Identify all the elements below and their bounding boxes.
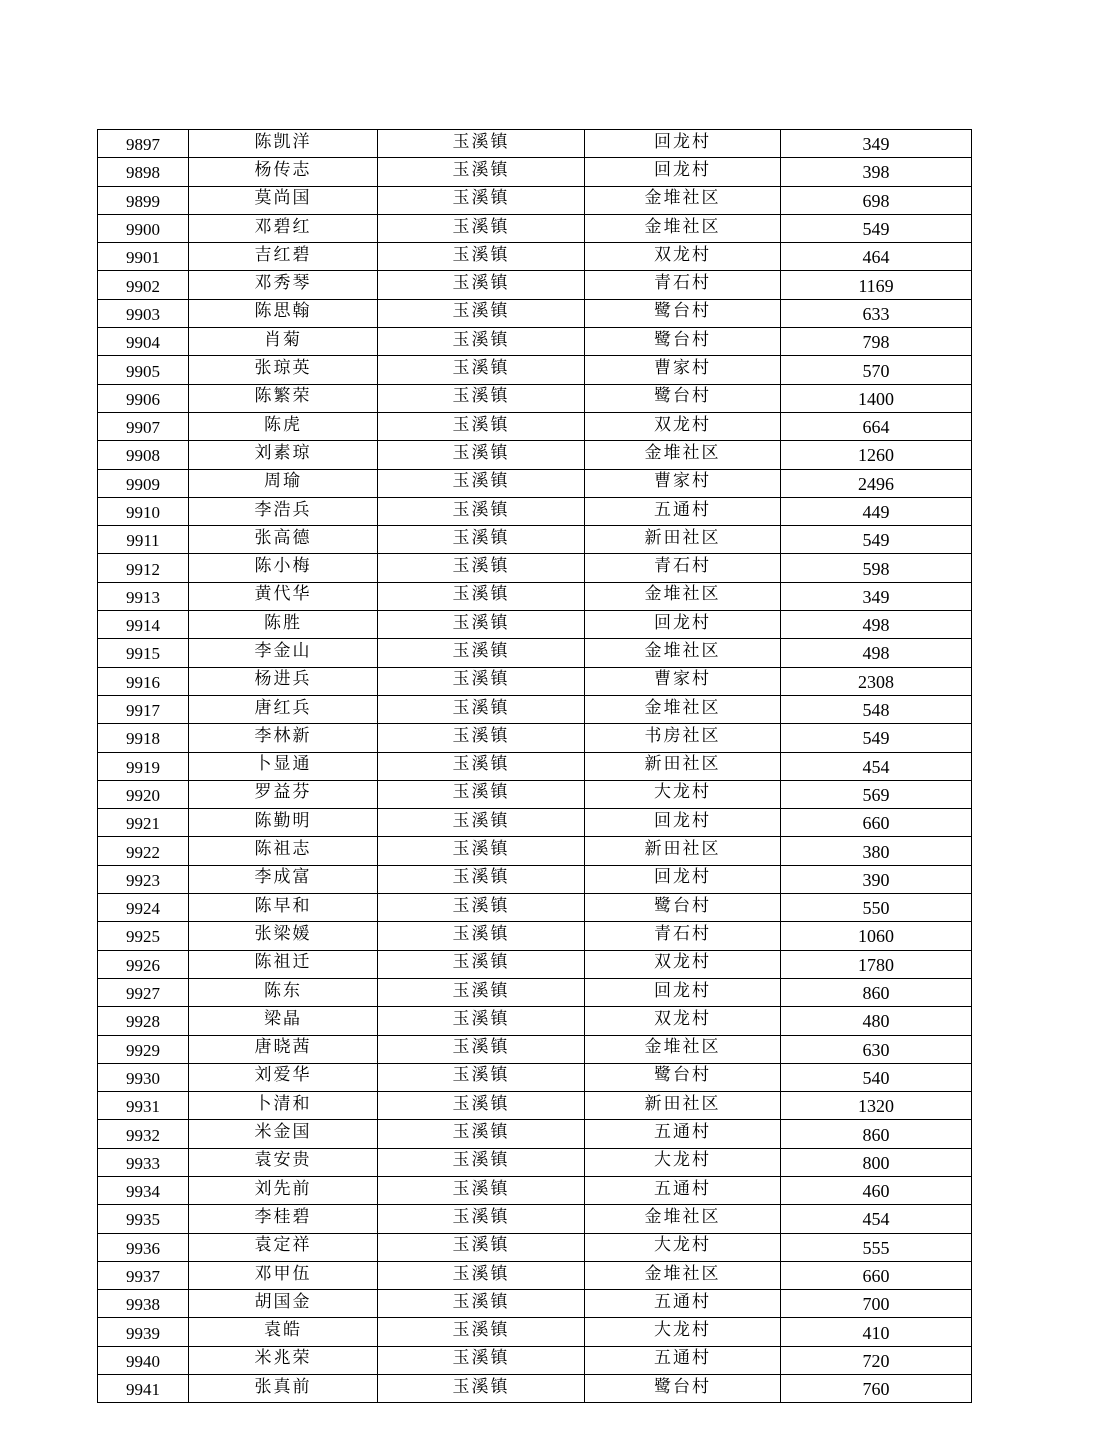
name-cell: 罗益芬 bbox=[189, 780, 378, 808]
village-cell: 金堆社区 bbox=[585, 1261, 781, 1289]
table-row bbox=[98, 356, 972, 384]
town-cell: 玉溪镇 bbox=[378, 950, 585, 978]
table-row bbox=[98, 611, 972, 639]
town-cell: 玉溪镇 bbox=[378, 1233, 585, 1261]
table-row bbox=[98, 1261, 972, 1289]
name-cell: 邓碧红 bbox=[189, 214, 378, 242]
village-cell: 双龙村 bbox=[585, 1007, 781, 1035]
village-cell: 鹭台村 bbox=[585, 328, 781, 356]
table-row bbox=[98, 1007, 972, 1035]
index-cell: 9914 bbox=[98, 611, 189, 639]
village-cell: 青石村 bbox=[585, 922, 781, 950]
table-row bbox=[98, 130, 972, 158]
village-cell: 金堆社区 bbox=[585, 441, 781, 469]
town-cell: 玉溪镇 bbox=[378, 271, 585, 299]
index-cell: 9939 bbox=[98, 1318, 189, 1346]
table-row bbox=[98, 214, 972, 242]
table-row bbox=[98, 1318, 972, 1346]
name-cell: 陈祖志 bbox=[189, 837, 378, 865]
name-cell: 张真前 bbox=[189, 1375, 378, 1403]
town-cell: 玉溪镇 bbox=[378, 412, 585, 440]
town-cell: 玉溪镇 bbox=[378, 526, 585, 554]
index-cell: 9909 bbox=[98, 469, 189, 497]
village-cell: 大龙村 bbox=[585, 1318, 781, 1346]
name-cell: 袁安贵 bbox=[189, 1148, 378, 1176]
village-cell: 鹭台村 bbox=[585, 894, 781, 922]
amount-cell: 1260 bbox=[781, 441, 972, 469]
table-row bbox=[98, 1148, 972, 1176]
town-cell: 玉溪镇 bbox=[378, 1261, 585, 1289]
index-cell: 9903 bbox=[98, 299, 189, 327]
town-cell: 玉溪镇 bbox=[378, 1063, 585, 1091]
table-row bbox=[98, 384, 972, 412]
index-cell: 9910 bbox=[98, 497, 189, 525]
table-row bbox=[98, 412, 972, 440]
name-cell: 陈早和 bbox=[189, 894, 378, 922]
village-cell: 五通村 bbox=[585, 1176, 781, 1204]
name-cell: 米兆荣 bbox=[189, 1346, 378, 1374]
table-row bbox=[98, 582, 972, 610]
town-cell: 玉溪镇 bbox=[378, 1092, 585, 1120]
amount-cell: 700 bbox=[781, 1290, 972, 1318]
table-row bbox=[98, 752, 972, 780]
village-cell: 回龙村 bbox=[585, 978, 781, 1006]
village-cell: 鹭台村 bbox=[585, 384, 781, 412]
town-cell: 玉溪镇 bbox=[378, 695, 585, 723]
index-cell: 9931 bbox=[98, 1092, 189, 1120]
table-row bbox=[98, 695, 972, 723]
name-cell: 李金山 bbox=[189, 639, 378, 667]
name-cell: 李成富 bbox=[189, 865, 378, 893]
table-row bbox=[98, 497, 972, 525]
index-cell: 9911 bbox=[98, 526, 189, 554]
amount-cell: 549 bbox=[781, 526, 972, 554]
town-cell: 玉溪镇 bbox=[378, 130, 585, 158]
town-cell: 玉溪镇 bbox=[378, 1346, 585, 1374]
index-cell: 9897 bbox=[98, 130, 189, 158]
amount-cell: 660 bbox=[781, 1261, 972, 1289]
name-cell: 陈小梅 bbox=[189, 554, 378, 582]
village-cell: 大龙村 bbox=[585, 1233, 781, 1261]
table-row bbox=[98, 978, 972, 1006]
data-table bbox=[97, 129, 972, 1403]
amount-cell: 549 bbox=[781, 724, 972, 752]
village-cell: 回龙村 bbox=[585, 865, 781, 893]
amount-cell: 480 bbox=[781, 1007, 972, 1035]
index-cell: 9933 bbox=[98, 1148, 189, 1176]
village-cell: 鹭台村 bbox=[585, 1063, 781, 1091]
amount-cell: 349 bbox=[781, 582, 972, 610]
table-row bbox=[98, 186, 972, 214]
amount-cell: 349 bbox=[781, 130, 972, 158]
name-cell: 米金国 bbox=[189, 1120, 378, 1148]
town-cell: 玉溪镇 bbox=[378, 1176, 585, 1204]
name-cell: 张琼英 bbox=[189, 356, 378, 384]
name-cell: 刘素琼 bbox=[189, 441, 378, 469]
amount-cell: 1060 bbox=[781, 922, 972, 950]
amount-cell: 380 bbox=[781, 837, 972, 865]
index-cell: 9940 bbox=[98, 1346, 189, 1374]
name-cell: 梁晶 bbox=[189, 1007, 378, 1035]
index-cell: 9916 bbox=[98, 667, 189, 695]
index-cell: 9923 bbox=[98, 865, 189, 893]
table-row bbox=[98, 1035, 972, 1063]
table-body bbox=[98, 130, 972, 1403]
town-cell: 玉溪镇 bbox=[378, 922, 585, 950]
name-cell: 李桂碧 bbox=[189, 1205, 378, 1233]
index-cell: 9915 bbox=[98, 639, 189, 667]
town-cell: 玉溪镇 bbox=[378, 1318, 585, 1346]
table-row bbox=[98, 469, 972, 497]
amount-cell: 633 bbox=[781, 299, 972, 327]
name-cell: 刘爱华 bbox=[189, 1063, 378, 1091]
amount-cell: 454 bbox=[781, 1205, 972, 1233]
name-cell: 李林新 bbox=[189, 724, 378, 752]
amount-cell: 449 bbox=[781, 497, 972, 525]
town-cell: 玉溪镇 bbox=[378, 809, 585, 837]
name-cell: 肖菊 bbox=[189, 328, 378, 356]
name-cell: 黄代华 bbox=[189, 582, 378, 610]
name-cell: 陈东 bbox=[189, 978, 378, 1006]
town-cell: 玉溪镇 bbox=[378, 1035, 585, 1063]
index-cell: 9938 bbox=[98, 1290, 189, 1318]
town-cell: 玉溪镇 bbox=[378, 978, 585, 1006]
village-cell: 鹭台村 bbox=[585, 299, 781, 327]
amount-cell: 1320 bbox=[781, 1092, 972, 1120]
table-row bbox=[98, 271, 972, 299]
table-row bbox=[98, 158, 972, 186]
amount-cell: 410 bbox=[781, 1318, 972, 1346]
name-cell: 袁皓 bbox=[189, 1318, 378, 1346]
town-cell: 玉溪镇 bbox=[378, 554, 585, 582]
amount-cell: 390 bbox=[781, 865, 972, 893]
village-cell: 青石村 bbox=[585, 271, 781, 299]
village-cell: 金堆社区 bbox=[585, 1035, 781, 1063]
town-cell: 玉溪镇 bbox=[378, 1120, 585, 1148]
town-cell: 玉溪镇 bbox=[378, 1290, 585, 1318]
table-row bbox=[98, 554, 972, 582]
table-row bbox=[98, 1176, 972, 1204]
index-cell: 9926 bbox=[98, 950, 189, 978]
village-cell: 五通村 bbox=[585, 1346, 781, 1374]
amount-cell: 860 bbox=[781, 1120, 972, 1148]
village-cell: 金堆社区 bbox=[585, 695, 781, 723]
village-cell: 金堆社区 bbox=[585, 1205, 781, 1233]
town-cell: 玉溪镇 bbox=[378, 1007, 585, 1035]
table-row bbox=[98, 328, 972, 356]
table-row bbox=[98, 667, 972, 695]
village-cell: 五通村 bbox=[585, 1120, 781, 1148]
amount-cell: 1780 bbox=[781, 950, 972, 978]
amount-cell: 549 bbox=[781, 214, 972, 242]
town-cell: 玉溪镇 bbox=[378, 441, 585, 469]
table-row bbox=[98, 1092, 972, 1120]
village-cell: 新田社区 bbox=[585, 837, 781, 865]
amount-cell: 1169 bbox=[781, 271, 972, 299]
amount-cell: 498 bbox=[781, 639, 972, 667]
index-cell: 9908 bbox=[98, 441, 189, 469]
village-cell: 回龙村 bbox=[585, 611, 781, 639]
town-cell: 玉溪镇 bbox=[378, 865, 585, 893]
amount-cell: 720 bbox=[781, 1346, 972, 1374]
index-cell: 9935 bbox=[98, 1205, 189, 1233]
amount-cell: 464 bbox=[781, 243, 972, 271]
table-row bbox=[98, 243, 972, 271]
name-cell: 周瑜 bbox=[189, 469, 378, 497]
name-cell: 陈勤明 bbox=[189, 809, 378, 837]
amount-cell: 798 bbox=[781, 328, 972, 356]
table-row bbox=[98, 1120, 972, 1148]
village-cell: 回龙村 bbox=[585, 158, 781, 186]
table-row bbox=[98, 837, 972, 865]
village-cell: 大龙村 bbox=[585, 1148, 781, 1176]
name-cell: 杨进兵 bbox=[189, 667, 378, 695]
village-cell: 金堆社区 bbox=[585, 186, 781, 214]
index-cell: 9899 bbox=[98, 186, 189, 214]
town-cell: 玉溪镇 bbox=[378, 299, 585, 327]
index-cell: 9937 bbox=[98, 1261, 189, 1289]
name-cell: 陈虎 bbox=[189, 412, 378, 440]
village-cell: 大龙村 bbox=[585, 780, 781, 808]
town-cell: 玉溪镇 bbox=[378, 158, 585, 186]
village-cell: 新田社区 bbox=[585, 526, 781, 554]
index-cell: 9932 bbox=[98, 1120, 189, 1148]
village-cell: 双龙村 bbox=[585, 243, 781, 271]
town-cell: 玉溪镇 bbox=[378, 1148, 585, 1176]
village-cell: 双龙村 bbox=[585, 950, 781, 978]
table-row bbox=[98, 441, 972, 469]
town-cell: 玉溪镇 bbox=[378, 1205, 585, 1233]
index-cell: 9907 bbox=[98, 412, 189, 440]
name-cell: 陈祖迁 bbox=[189, 950, 378, 978]
table-row bbox=[98, 865, 972, 893]
name-cell: 邓秀琴 bbox=[189, 271, 378, 299]
index-cell: 9925 bbox=[98, 922, 189, 950]
village-cell: 回龙村 bbox=[585, 809, 781, 837]
name-cell: 邓甲伍 bbox=[189, 1261, 378, 1289]
name-cell: 陈胜 bbox=[189, 611, 378, 639]
index-cell: 9918 bbox=[98, 724, 189, 752]
amount-cell: 540 bbox=[781, 1063, 972, 1091]
amount-cell: 698 bbox=[781, 186, 972, 214]
amount-cell: 570 bbox=[781, 356, 972, 384]
village-cell: 书房社区 bbox=[585, 724, 781, 752]
town-cell: 玉溪镇 bbox=[378, 724, 585, 752]
index-cell: 9912 bbox=[98, 554, 189, 582]
amount-cell: 664 bbox=[781, 412, 972, 440]
name-cell: 陈凯洋 bbox=[189, 130, 378, 158]
village-cell: 金堆社区 bbox=[585, 639, 781, 667]
name-cell: 唐晓茜 bbox=[189, 1035, 378, 1063]
town-cell: 玉溪镇 bbox=[378, 611, 585, 639]
index-cell: 9898 bbox=[98, 158, 189, 186]
index-cell: 9927 bbox=[98, 978, 189, 1006]
amount-cell: 555 bbox=[781, 1233, 972, 1261]
index-cell: 9905 bbox=[98, 356, 189, 384]
town-cell: 玉溪镇 bbox=[378, 214, 585, 242]
village-cell: 金堆社区 bbox=[585, 214, 781, 242]
amount-cell: 630 bbox=[781, 1035, 972, 1063]
name-cell: 袁定祥 bbox=[189, 1233, 378, 1261]
amount-cell: 569 bbox=[781, 780, 972, 808]
index-cell: 9906 bbox=[98, 384, 189, 412]
name-cell: 吉红碧 bbox=[189, 243, 378, 271]
table-row bbox=[98, 1205, 972, 1233]
table-row bbox=[98, 639, 972, 667]
town-cell: 玉溪镇 bbox=[378, 582, 585, 610]
index-cell: 9917 bbox=[98, 695, 189, 723]
name-cell: 陈繁荣 bbox=[189, 384, 378, 412]
village-cell: 曹家村 bbox=[585, 469, 781, 497]
village-cell: 新田社区 bbox=[585, 752, 781, 780]
amount-cell: 660 bbox=[781, 809, 972, 837]
table-row bbox=[98, 1375, 972, 1403]
index-cell: 9901 bbox=[98, 243, 189, 271]
amount-cell: 598 bbox=[781, 554, 972, 582]
village-cell: 曹家村 bbox=[585, 667, 781, 695]
amount-cell: 860 bbox=[781, 978, 972, 1006]
table-row bbox=[98, 1290, 972, 1318]
table-row bbox=[98, 809, 972, 837]
table-row bbox=[98, 780, 972, 808]
index-cell: 9913 bbox=[98, 582, 189, 610]
table-row bbox=[98, 1233, 972, 1261]
village-cell: 五通村 bbox=[585, 1290, 781, 1318]
village-cell: 五通村 bbox=[585, 497, 781, 525]
amount-cell: 398 bbox=[781, 158, 972, 186]
table-row bbox=[98, 950, 972, 978]
town-cell: 玉溪镇 bbox=[378, 667, 585, 695]
amount-cell: 498 bbox=[781, 611, 972, 639]
name-cell: 陈思翰 bbox=[189, 299, 378, 327]
index-cell: 9902 bbox=[98, 271, 189, 299]
village-cell: 新田社区 bbox=[585, 1092, 781, 1120]
index-cell: 9930 bbox=[98, 1063, 189, 1091]
amount-cell: 760 bbox=[781, 1375, 972, 1403]
town-cell: 玉溪镇 bbox=[378, 497, 585, 525]
amount-cell: 548 bbox=[781, 695, 972, 723]
table-row bbox=[98, 526, 972, 554]
village-cell: 曹家村 bbox=[585, 356, 781, 384]
table-row bbox=[98, 1346, 972, 1374]
index-cell: 9922 bbox=[98, 837, 189, 865]
name-cell: 胡国金 bbox=[189, 1290, 378, 1318]
town-cell: 玉溪镇 bbox=[378, 752, 585, 780]
town-cell: 玉溪镇 bbox=[378, 356, 585, 384]
name-cell: 卜清和 bbox=[189, 1092, 378, 1120]
name-cell: 刘先前 bbox=[189, 1176, 378, 1204]
table-row bbox=[98, 724, 972, 752]
village-cell: 金堆社区 bbox=[585, 582, 781, 610]
town-cell: 玉溪镇 bbox=[378, 639, 585, 667]
index-cell: 9920 bbox=[98, 780, 189, 808]
index-cell: 9929 bbox=[98, 1035, 189, 1063]
town-cell: 玉溪镇 bbox=[378, 384, 585, 412]
name-cell: 张梁媛 bbox=[189, 922, 378, 950]
index-cell: 9934 bbox=[98, 1176, 189, 1204]
name-cell: 张高德 bbox=[189, 526, 378, 554]
town-cell: 玉溪镇 bbox=[378, 837, 585, 865]
town-cell: 玉溪镇 bbox=[378, 780, 585, 808]
index-cell: 9941 bbox=[98, 1375, 189, 1403]
village-cell: 双龙村 bbox=[585, 412, 781, 440]
amount-cell: 1400 bbox=[781, 384, 972, 412]
table-row bbox=[98, 1063, 972, 1091]
amount-cell: 2496 bbox=[781, 469, 972, 497]
town-cell: 玉溪镇 bbox=[378, 243, 585, 271]
village-cell: 青石村 bbox=[585, 554, 781, 582]
index-cell: 9919 bbox=[98, 752, 189, 780]
table-row bbox=[98, 299, 972, 327]
name-cell: 卜显通 bbox=[189, 752, 378, 780]
village-cell: 鹭台村 bbox=[585, 1375, 781, 1403]
amount-cell: 800 bbox=[781, 1148, 972, 1176]
amount-cell: 460 bbox=[781, 1176, 972, 1204]
index-cell: 9904 bbox=[98, 328, 189, 356]
table-row bbox=[98, 922, 972, 950]
index-cell: 9924 bbox=[98, 894, 189, 922]
name-cell: 李浩兵 bbox=[189, 497, 378, 525]
town-cell: 玉溪镇 bbox=[378, 186, 585, 214]
name-cell: 唐红兵 bbox=[189, 695, 378, 723]
town-cell: 玉溪镇 bbox=[378, 894, 585, 922]
index-cell: 9928 bbox=[98, 1007, 189, 1035]
table-row bbox=[98, 894, 972, 922]
index-cell: 9900 bbox=[98, 214, 189, 242]
town-cell: 玉溪镇 bbox=[378, 328, 585, 356]
amount-cell: 550 bbox=[781, 894, 972, 922]
village-cell: 回龙村 bbox=[585, 130, 781, 158]
town-cell: 玉溪镇 bbox=[378, 469, 585, 497]
town-cell: 玉溪镇 bbox=[378, 1375, 585, 1403]
index-cell: 9921 bbox=[98, 809, 189, 837]
index-cell: 9936 bbox=[98, 1233, 189, 1261]
amount-cell: 2308 bbox=[781, 667, 972, 695]
name-cell: 莫尚国 bbox=[189, 186, 378, 214]
amount-cell: 454 bbox=[781, 752, 972, 780]
name-cell: 杨传志 bbox=[189, 158, 378, 186]
